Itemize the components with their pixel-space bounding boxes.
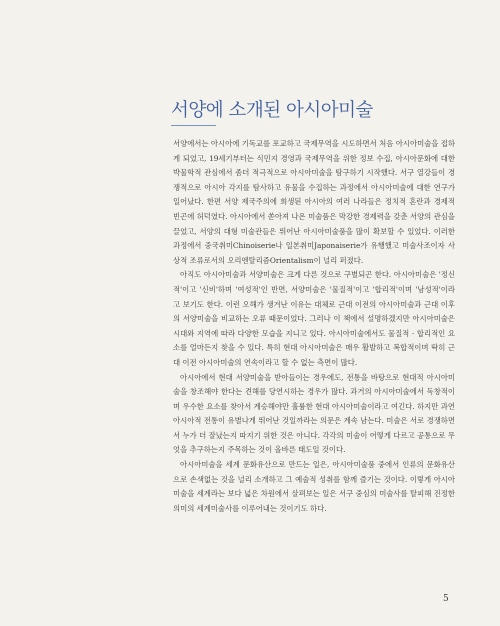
page-number: 5 bbox=[443, 594, 449, 604]
title-underline bbox=[171, 125, 216, 126]
paragraph-4: 아시아미술을 세계 문화유산으로 만드는 일은, 아시아미술품 중에서 인류의 문화유산으로 손색없는 것을 널리 소개하고 그 예술적 성취를 함께 즐기는 것이다. 이렇게 아시아미술을 세계라는 보다 넓은 차원에서 살펴보는 일은 서구 중심의 미술사를 탈피해 진정한 의미의 세계미술사를 이루어내는 것이기도 하다. bbox=[173, 460, 455, 513]
page-title: 서양에 소개된 아시아미술 bbox=[171, 100, 373, 121]
paragraph-1: 서양에서는 아시아에 기독교를 포교하고 국제무역을 시도하면서 처음 아시아미술을 접하게 되었고, 19세기부터는 식민지 경영과 국제무역을 위한 정보 수집, 아시아문화에 대한 박물학적 관심에서 좀더 적극적으로 아시아미술을 탐구하기 시작했다. 서구 열강들이 경쟁적으로 아시아 각지를 탐사하고 유물을 수집하는 과정에서 아시아미술에 대한 연구가 일어났다. 한편 서양 제국주의에 희생된 아시아의 여러 나라들은 정치적 혼란과 경제적 빈곤에 허덕였다. 아시아에서 쏟아져 나온 미술품은 막강한 경제력을 갖춘 서양의 관심을 끌었고, 서양의 대형 미술관들은 뛰어난 아시아미술품을 많이 확보할 수 있었다. 이러한 과정에서 중국취미Chinoiserie나 일본취미Japonaiserie가 유행했고 미술사조이자 사상적 조류로서의 오리엔탈리즘Orientalism이 널리 퍼졌다. bbox=[173, 139, 455, 265]
body-text bbox=[173, 137, 455, 516]
paragraph-2: 아직도 아시아미술과 서양미술은 크게 다른 것으로 구별되곤 한다. 아시아미술은 '정신적'이고 '신비'하며 '여성적'인 반면, 서양미술은 '물질적'이고 '합리적'이며 '남성적'이라고 보기도 한다. 이런 오해가 생겨난 이유는 대체로 근대 이전의 아시아미술과 근대 이후의 서양미술을 비교하는 오류 때문이었다. 그러나 이 책에서 설명하겠지만 아시아미술은 시대와 지역에 따라 다양한 모습을 지니고 있다. 아시아미술에서도 물질적 · 합리적인 요소를 얼마든지 찾을 수 있다. 특히 현대 아시아미술은 매우 활발하고 복합적이며 딱히 근대 이전 아시아미술의 연속이라고 할 수 없는 측면이 많다. bbox=[173, 270, 455, 367]
paragraph-3: 아시아에서 현대 서양미술을 받아들이는 경우에도, 전통을 바탕으로 현대적 아시아미술을 창조해야 한다는 견해를 당연시하는 경우가 많다. 과거의 아시아미술에서 독창적이며 우수한 요소를 찾아서 계승해야만 훌륭한 현대 아시아미술이라고 여긴다. 하지만 과연 아시아적 전통이 유별나게 뛰어난 것일까라는 의문은 계속 남는다. 미술은 서로 경쟁하면서 누가 더 잘났는지 따지기 위한 것은 아니다. 각각의 미술이 어떻게 다르고 공통으로 무엇을 추구하는지 주목하는 것이 올바른 태도일 것이다. bbox=[173, 372, 455, 455]
